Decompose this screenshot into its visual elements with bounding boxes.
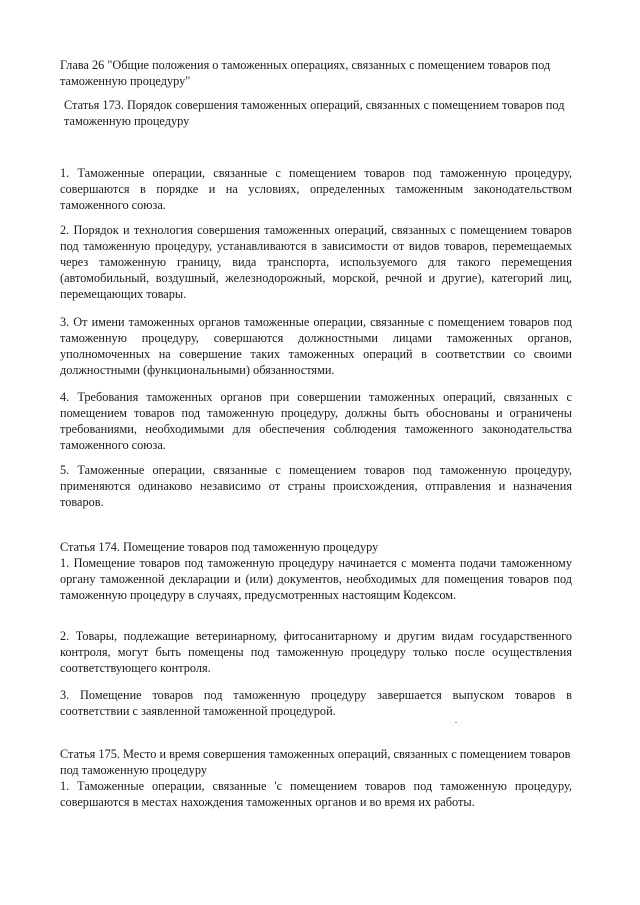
article-175-heading: Статья 175. Место и время совершения таможенных операций, связанных с помещением товаров под таможенную процедуру: [60, 747, 571, 777]
article-174-heading: Статья 174. Помещение товаров под таможенную процедуру: [60, 540, 379, 554]
article-173-paragraph-3: 3. От имени таможенных органов таможенные операции, связанные с помещением товаров под таможенную процедуру, совершаются должностными лицами таможенных органов, уполномоченных на совершение таких таможенных операций в соответствии со своими должностными (функциональными) обязанностями.: [60, 315, 572, 377]
chapter-title: Глава 26 "Общие положения о таможенных операциях, связанных с помещением товаров под таможенную процедуру": [60, 58, 551, 88]
article-173-paragraph-2: 2. Порядок и технология совершения таможенных операций, связанных с помещением товаров под таможенную процедуру, устанавливаются в зависимости от видов товаров, перемещаемых через таможенную границу, вида транспорта, используемого для такого перемещения (автомобильный, воздушный, железнодорожный, морской, речной и другие), категорий лиц, перемещающих товары.: [60, 223, 572, 301]
article-174-paragraph-2: 2. Товары, подлежащие ветеринарному, фитосанитарному и другим видам государственного контроля, могут быть помещены под таможенную процедуру только после осуществления соответствующего контроля.: [60, 629, 572, 675]
article-173-paragraph-5: 5. Таможенные операции, связанные с помещением товаров под таможенную процедуру, применяются одинаково независимо от страны происхождения, отправления и назначения товаров.: [60, 463, 572, 509]
article-174-paragraph-3: 3. Помещение товаров под таможенную процедуру завершается выпуском товаров в соответствии с заявленной таможенной процедурой.: [60, 688, 572, 718]
scan-speck: [455, 722, 457, 723]
article-173-paragraph-4: 4. Требования таможенных органов при совершении таможенных операций, связанных с помещением товаров под таможенную процедуру, должны быть обоснованы и ограничены требованиями, необходимыми для обеспечения соблюдения таможенного законодательства таможенного союза.: [60, 390, 572, 452]
article-174-paragraph-1: 1. Помещение товаров под таможенную процедуру начинается с момента подачи таможенному органу таможенной декларации и (или) документов, необходимых для помещения товаров под таможенную процедуру в случаях, предусмотренных настоящим Кодексом.: [60, 556, 572, 602]
article-175-paragraph-1: 1. Таможенные операции, связанные 'с помещением товаров под таможенную процедуру, совершаются в местах нахождения таможенных органов и во время их работы.: [60, 779, 572, 809]
article-173-paragraph-1: 1. Таможенные операции, связанные с помещением товаров под таможенную процедуру, совершаются в порядке и на условиях, определенных таможенным законодательством таможенного союза.: [60, 166, 572, 212]
article-173-heading: Статья 173. Порядок совершения таможенных операций, связанных с помещением товаров под таможенную процедуру: [64, 98, 565, 128]
